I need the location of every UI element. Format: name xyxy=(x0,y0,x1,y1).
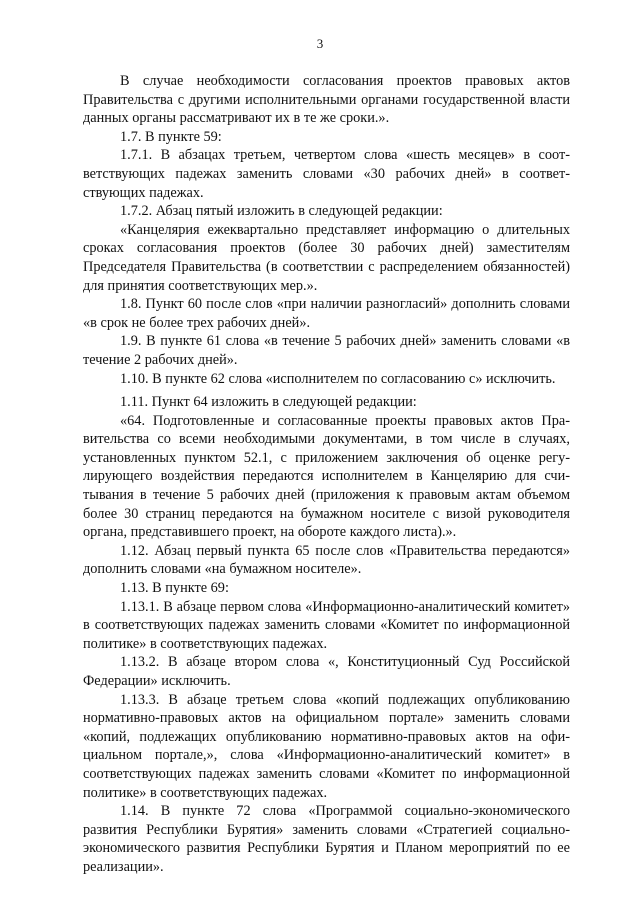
paragraph: «64. Подготовленные и согласованные проекты правовых актов Правительства со всеми необходимыми документами, в том числе в случаях, установленных пунктом 52.1, с приложением заключения об оценке регулирующего воздействия передаются исполнителем в Канцелярию для считывания в течение 5 рабочих дней (приложения к правовым актам объемом более 30 страниц передаются на бумажном носителе с визой руководителя органа, представившего проект, на обороте каждого листа).». xyxy=(83,412,570,541)
page-number: 3 xyxy=(316,36,324,51)
paragraph: «Канцелярия ежеквартально представляет информацию о длительных сроках согласования проектов (более 30 рабочих дней) заместителям Председателя Правительства (в соответствии с распределением обязанностей) для принятия соответствующих мер.». xyxy=(83,221,570,294)
paragraph: 1.13.1. В абзаце первом слова «Информационно-аналитический комитет» в соответствующих падежах заменить словами «Комитет по информационной политике» в соответствующих падежах. xyxy=(83,598,570,652)
document-body xyxy=(83,72,570,877)
paragraph: 1.7.2. Абзац пятый изложить в следующей редакции: xyxy=(120,203,443,220)
paragraph: 1.13.3. В абзаце третьем слова «копий подлежащих опубликованию нормативно-правовых актов на официальном портале» заменить словами «копий, подлежащих опубликованию нормативно-правовых актов на официальном портале,», слова «Информационно-аналитический комитет» в соответствующих падежах заменить словами «Комитет по информационной политике» в соответствующих падежах. xyxy=(83,691,570,801)
paragraph: 1.13. В пункте 69: xyxy=(120,580,229,597)
paragraph: 1.7.1. В абзацах третьем, четвертом слова «шесть месяцев» в соответствующих падежах заменить словами «30 рабочих дней» в соответствующих падежах. xyxy=(83,147,570,201)
paragraph: 1.10. В пункте 62 слова «исполнителем по согласованию с» исключить. xyxy=(120,370,556,387)
paragraph: 1.13.2. В абзаце втором слова «, Конституционный Суд Российской Федерации» исключить. xyxy=(83,654,570,689)
paragraph: 1.14. В пункте 72 слова «Программой социально-экономического развития Республики Бурятия» заменить словами «Стратегией социально-экономического развития Республики Бурятия и Планом мероприятий по ее реализации». xyxy=(83,803,570,875)
paragraph: 1.7. В пункте 59: xyxy=(120,128,222,145)
paragraph: 1.8. Пункт 60 после слов «при наличии разногласий» дополнить словами «в срок не более трех рабочих дней». xyxy=(83,296,570,331)
paragraph: 1.9. В пункте 61 слова «в течение 5 рабочих дней» заменить словами «в течение 2 рабочих дней». xyxy=(83,333,570,368)
paragraph: 1.12. Абзац первый пункта 65 после слов «Правительства передаются» дополнить словами «на бумажном носителе». xyxy=(83,542,570,578)
paragraph: 1.11. Пункт 64 изложить в следующей редакции: xyxy=(120,394,417,411)
paragraph: В случае необходимости согласования проектов правовых актов Правительства с другими исполнительными органами государственной власти данных органы рассматривают их в те же сроки.». xyxy=(83,73,570,127)
